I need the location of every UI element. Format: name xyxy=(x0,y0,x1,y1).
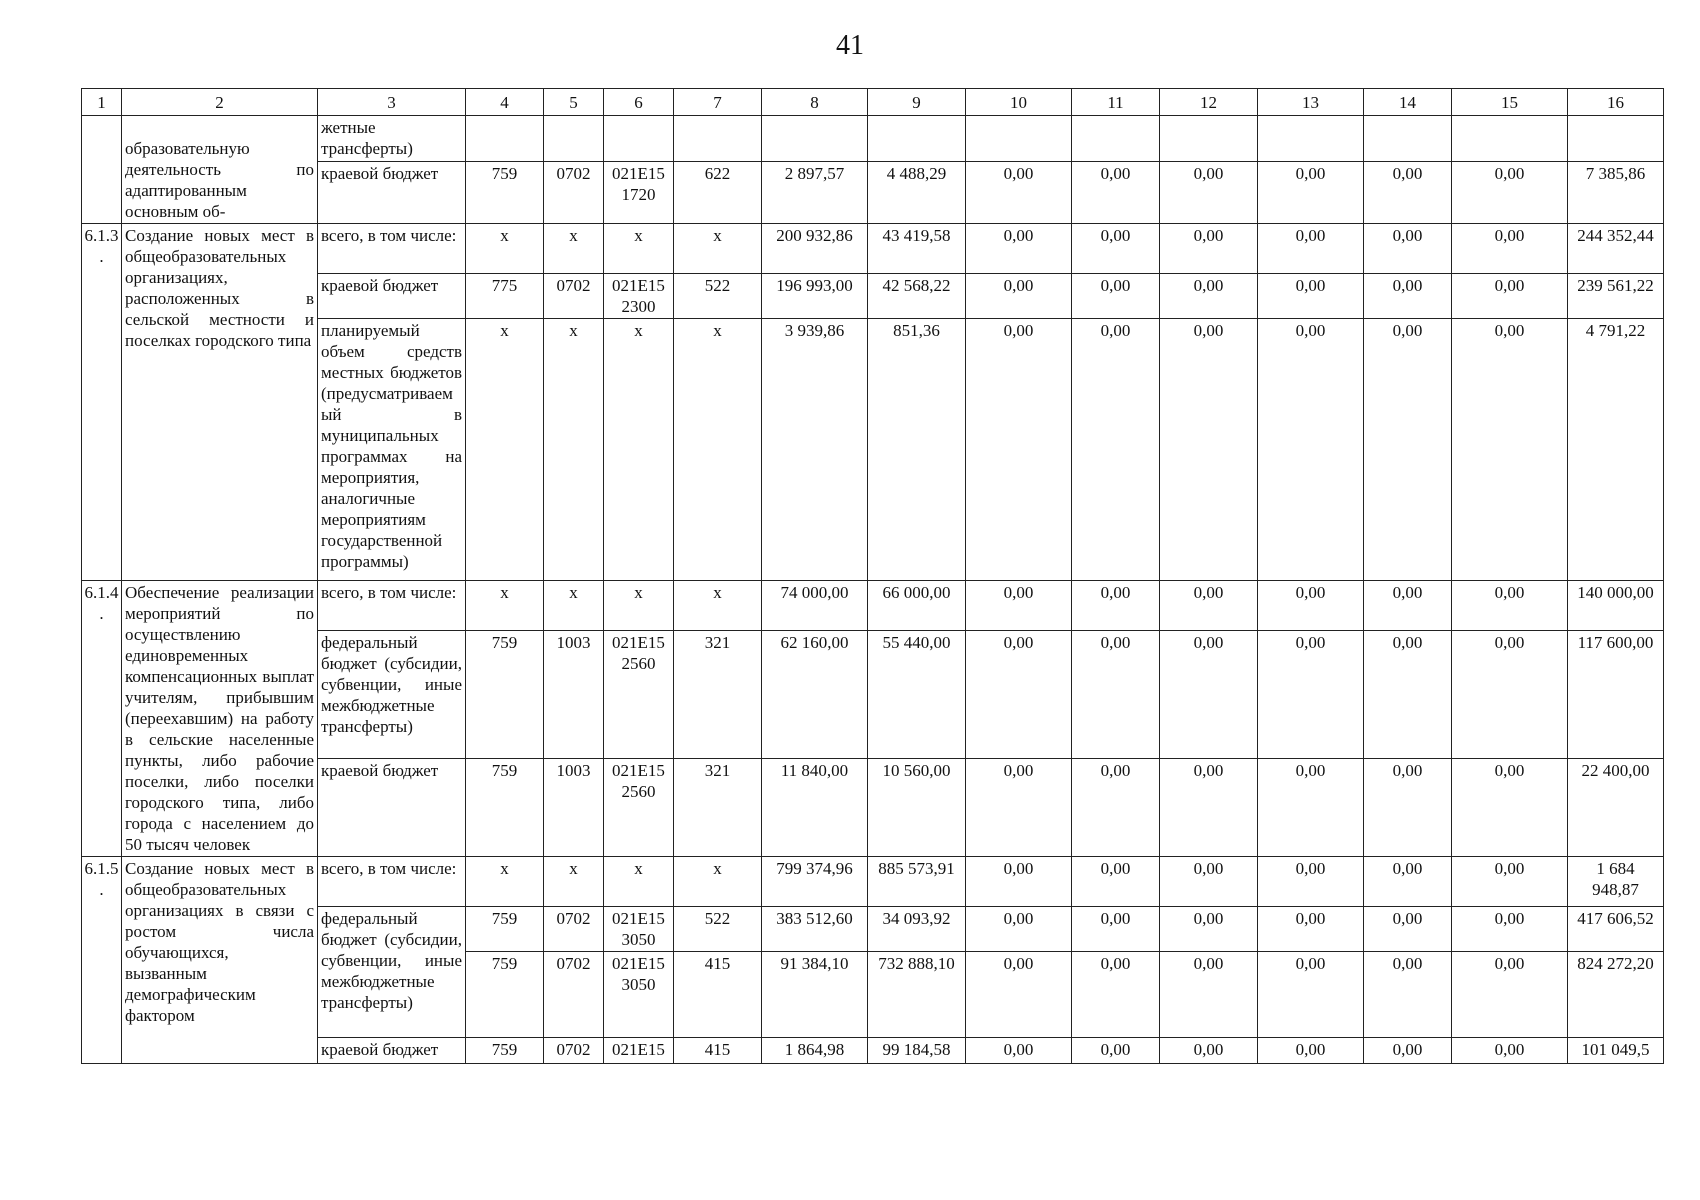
funding-source-cell: всего, в том числе: xyxy=(318,224,466,274)
value-cell: 0,00 xyxy=(966,319,1072,581)
table-row xyxy=(82,631,1664,759)
table-row xyxy=(82,162,1664,224)
value-cell: 383 512,60 xyxy=(762,907,868,952)
value-cell: 2 897,57 xyxy=(762,162,868,224)
value-cell xyxy=(466,116,544,162)
budget-table-wrapper xyxy=(81,88,1663,1064)
value-cell: 0,00 xyxy=(1072,274,1160,319)
value-cell xyxy=(868,116,966,162)
value-cell: x xyxy=(466,224,544,274)
value-cell xyxy=(674,116,762,162)
value-cell: 415 xyxy=(674,952,762,1038)
value-cell: 0,00 xyxy=(1160,581,1258,631)
value-cell: 0,00 xyxy=(1258,857,1364,907)
value-cell: 522 xyxy=(674,274,762,319)
value-cell: 0,00 xyxy=(1160,162,1258,224)
value-cell: 66 000,00 xyxy=(868,581,966,631)
value-cell: 0,00 xyxy=(1452,581,1568,631)
header-cell: 4 xyxy=(466,89,544,116)
value-cell: 42 568,22 xyxy=(868,274,966,319)
value-cell: 0,00 xyxy=(966,907,1072,952)
value-cell: 522 xyxy=(674,907,762,952)
value-cell: x xyxy=(674,319,762,581)
value-cell: 0,00 xyxy=(966,274,1072,319)
item-description-cell: Создание новых мест в общеобразовательных организациях, расположенных в сельской местности и поселках городского типа xyxy=(122,224,318,581)
value-cell: 0,00 xyxy=(1364,581,1452,631)
value-cell: 021E15 3050 xyxy=(604,907,674,952)
value-cell: 0,00 xyxy=(1160,1038,1258,1064)
value-cell: 0702 xyxy=(544,952,604,1038)
value-cell: 0,00 xyxy=(1364,1038,1452,1064)
value-cell: 415 xyxy=(674,1038,762,1064)
total-cell: 1 684 948,87 xyxy=(1568,857,1664,907)
value-cell: 321 xyxy=(674,759,762,857)
value-cell: 0,00 xyxy=(1364,759,1452,857)
header-cell: 9 xyxy=(868,89,966,116)
value-cell: 021E15 2300 xyxy=(604,274,674,319)
header-cell: 10 xyxy=(966,89,1072,116)
table-row xyxy=(82,759,1664,857)
value-cell: 0,00 xyxy=(1160,224,1258,274)
value-cell: 10 560,00 xyxy=(868,759,966,857)
value-cell: 0,00 xyxy=(1452,907,1568,952)
value-cell: 0,00 xyxy=(1364,274,1452,319)
value-cell: 196 993,00 xyxy=(762,274,868,319)
value-cell: 34 093,92 xyxy=(868,907,966,952)
value-cell: 021E15 1720 xyxy=(604,162,674,224)
value-cell: x xyxy=(674,581,762,631)
total-cell: 140 000,00 xyxy=(1568,581,1664,631)
value-cell: 4 488,29 xyxy=(868,162,966,224)
value-cell: 759 xyxy=(466,631,544,759)
value-cell xyxy=(544,116,604,162)
value-cell: 0,00 xyxy=(1364,952,1452,1038)
item-code-cell xyxy=(82,116,122,224)
page-number: 41 xyxy=(836,30,864,61)
value-cell: 0,00 xyxy=(966,162,1072,224)
value-cell: 0702 xyxy=(544,1038,604,1064)
value-cell: 0,00 xyxy=(1072,162,1160,224)
value-cell: x xyxy=(604,319,674,581)
value-cell: 0,00 xyxy=(1452,319,1568,581)
value-cell: 0,00 xyxy=(1258,162,1364,224)
value-cell: 0,00 xyxy=(1258,224,1364,274)
value-cell: 321 xyxy=(674,631,762,759)
funding-source-cell: краевой бюджет xyxy=(318,162,466,224)
funding-source-cell: федеральный бюджет (субсидии, субвенции, иные межбюджетные трансферты) xyxy=(318,907,466,1038)
value-cell: 021E15 3050 xyxy=(604,952,674,1038)
funding-source-cell: планируемый объем средств местных бюджетов (предусматриваемый в муниципальных программах на мероприятия, аналогичные мероприятиям государственной программы) xyxy=(318,319,466,581)
funding-source-cell: всего, в том числе: xyxy=(318,857,466,907)
value-cell: 91 384,10 xyxy=(762,952,868,1038)
value-cell xyxy=(1258,116,1364,162)
value-cell: 11 840,00 xyxy=(762,759,868,857)
value-cell: x xyxy=(466,581,544,631)
value-cell xyxy=(1072,116,1160,162)
value-cell: 0,00 xyxy=(1160,759,1258,857)
total-cell: 4 791,22 xyxy=(1568,319,1664,581)
item-description-cell: Обеспечение реализации мероприятий по осуществлению единовременных компенсационных выплат учителям, прибывшим (переехавшим) на работу в сельские населенные пункты, либо рабочие поселки, либо поселки городского типа, либо города с населением до 50 тысяч человек xyxy=(122,581,318,857)
value-cell: 0,00 xyxy=(1072,1038,1160,1064)
value-cell xyxy=(762,116,868,162)
funding-source-cell: краевой бюджет xyxy=(318,759,466,857)
value-cell: x xyxy=(544,581,604,631)
value-cell: 021E15 xyxy=(604,1038,674,1064)
budget-table xyxy=(81,88,1664,1064)
header-cell: 6 xyxy=(604,89,674,116)
value-cell xyxy=(966,116,1072,162)
item-code-cell: 6.1.5. xyxy=(82,857,122,1064)
value-cell: 0,00 xyxy=(1160,631,1258,759)
value-cell: 0,00 xyxy=(1258,631,1364,759)
header-cell: 16 xyxy=(1568,89,1664,116)
value-cell: 0,00 xyxy=(966,759,1072,857)
header-cell: 13 xyxy=(1258,89,1364,116)
value-cell: 0,00 xyxy=(1072,907,1160,952)
value-cell: x xyxy=(674,857,762,907)
value-cell: x xyxy=(544,224,604,274)
header-cell: 7 xyxy=(674,89,762,116)
value-cell: 0702 xyxy=(544,907,604,952)
item-code-cell: 6.1.4. xyxy=(82,581,122,857)
value-cell: 0,00 xyxy=(1364,631,1452,759)
value-cell: 0702 xyxy=(544,162,604,224)
value-cell: 0,00 xyxy=(966,1038,1072,1064)
value-cell: 1 864,98 xyxy=(762,1038,868,1064)
value-cell: 0,00 xyxy=(1160,319,1258,581)
value-cell: 0,00 xyxy=(1160,274,1258,319)
value-cell: 0702 xyxy=(544,274,604,319)
funding-source-cell: краевой бюджет xyxy=(318,1038,466,1064)
value-cell: 200 932,86 xyxy=(762,224,868,274)
value-cell: 0,00 xyxy=(966,952,1072,1038)
value-cell: x xyxy=(544,857,604,907)
value-cell: 55 440,00 xyxy=(868,631,966,759)
value-cell: 732 888,10 xyxy=(868,952,966,1038)
value-cell: 0,00 xyxy=(1258,759,1364,857)
table-row xyxy=(82,319,1664,581)
value-cell: 759 xyxy=(466,162,544,224)
value-cell xyxy=(604,116,674,162)
header-cell: 12 xyxy=(1160,89,1258,116)
value-cell: 0,00 xyxy=(1072,631,1160,759)
table-row xyxy=(82,116,1664,162)
value-cell: 622 xyxy=(674,162,762,224)
value-cell: 0,00 xyxy=(1160,907,1258,952)
header-cell: 15 xyxy=(1452,89,1568,116)
value-cell: x xyxy=(604,581,674,631)
value-cell: x xyxy=(466,319,544,581)
header-cell: 1 xyxy=(82,89,122,116)
value-cell: 0,00 xyxy=(1452,1038,1568,1064)
total-cell: 22 400,00 xyxy=(1568,759,1664,857)
value-cell: 0,00 xyxy=(1072,581,1160,631)
header-cell: 11 xyxy=(1072,89,1160,116)
value-cell: 0,00 xyxy=(1364,907,1452,952)
value-cell: 43 419,58 xyxy=(868,224,966,274)
table-row xyxy=(82,857,1664,907)
value-cell: 0,00 xyxy=(1452,162,1568,224)
item-description-cell xyxy=(122,116,318,224)
table-row xyxy=(82,1038,1664,1064)
value-cell: 0,00 xyxy=(1258,274,1364,319)
value-cell: 851,36 xyxy=(868,319,966,581)
value-cell: 0,00 xyxy=(1160,857,1258,907)
header-cell: 8 xyxy=(762,89,868,116)
value-cell: 885 573,91 xyxy=(868,857,966,907)
value-cell: 0,00 xyxy=(1258,952,1364,1038)
value-cell: x xyxy=(604,857,674,907)
value-cell: 0,00 xyxy=(1258,907,1364,952)
value-cell: 759 xyxy=(466,952,544,1038)
table-row xyxy=(82,907,1664,952)
funding-source-cell: жетные трансферты) xyxy=(318,116,466,162)
value-cell: 0,00 xyxy=(1258,319,1364,581)
total-cell: 7 385,86 xyxy=(1568,162,1664,224)
value-cell: 0,00 xyxy=(1072,224,1160,274)
value-cell: 0,00 xyxy=(1452,224,1568,274)
funding-source-cell: всего, в том числе: xyxy=(318,581,466,631)
value-cell: 99 184,58 xyxy=(868,1038,966,1064)
value-cell: 0,00 xyxy=(1072,857,1160,907)
value-cell: 0,00 xyxy=(1364,319,1452,581)
value-cell: 3 939,86 xyxy=(762,319,868,581)
value-cell: 0,00 xyxy=(966,857,1072,907)
total-cell: 117 600,00 xyxy=(1568,631,1664,759)
item-code-cell: 6.1.3. xyxy=(82,224,122,581)
value-cell: 759 xyxy=(466,759,544,857)
value-cell: 021E15 2560 xyxy=(604,759,674,857)
value-cell: 775 xyxy=(466,274,544,319)
value-cell xyxy=(1452,116,1568,162)
value-cell: 0,00 xyxy=(1364,857,1452,907)
value-cell: x xyxy=(604,224,674,274)
item-description: образовательную деятельность по адаптированным основным об- xyxy=(125,139,314,221)
header-cell: 3 xyxy=(318,89,466,116)
value-cell: x xyxy=(674,224,762,274)
value-cell xyxy=(1568,116,1664,162)
value-cell: 1003 xyxy=(544,759,604,857)
value-cell: 74 000,00 xyxy=(762,581,868,631)
value-cell: 0,00 xyxy=(1160,952,1258,1038)
table-row xyxy=(82,224,1664,274)
value-cell: x xyxy=(544,319,604,581)
value-cell: 0,00 xyxy=(1452,759,1568,857)
total-cell: 824 272,20 xyxy=(1568,952,1664,1038)
total-cell: 101 049,5 xyxy=(1568,1038,1664,1064)
value-cell: 0,00 xyxy=(966,631,1072,759)
funding-source-cell: федеральный бюджет (субсидии, субвенции, иные межбюджетные трансферты) xyxy=(318,631,466,759)
value-cell: 0,00 xyxy=(1452,631,1568,759)
value-cell: 0,00 xyxy=(966,581,1072,631)
value-cell: 0,00 xyxy=(1072,952,1160,1038)
table-row xyxy=(82,274,1664,319)
value-cell: 0,00 xyxy=(1364,224,1452,274)
header-cell: 2 xyxy=(122,89,318,116)
value-cell: 0,00 xyxy=(1364,162,1452,224)
header-cell: 14 xyxy=(1364,89,1452,116)
total-cell: 239 561,22 xyxy=(1568,274,1664,319)
value-cell: 0,00 xyxy=(1258,1038,1364,1064)
item-description-cell: Создание новых мест в общеобразовательных организациях в связи с ростом числа обучающихся, вызванным демографическим фактором xyxy=(122,857,318,1064)
header-row xyxy=(82,89,1664,116)
value-cell: 799 374,96 xyxy=(762,857,868,907)
value-cell: 759 xyxy=(466,907,544,952)
value-cell: x xyxy=(466,857,544,907)
value-cell: 0,00 xyxy=(966,224,1072,274)
value-cell: 0,00 xyxy=(1452,952,1568,1038)
value-cell: 0,00 xyxy=(1452,857,1568,907)
total-cell: 244 352,44 xyxy=(1568,224,1664,274)
value-cell: 759 xyxy=(466,1038,544,1064)
value-cell: 0,00 xyxy=(1072,759,1160,857)
value-cell: 021E15 2560 xyxy=(604,631,674,759)
value-cell: 1003 xyxy=(544,631,604,759)
table-row xyxy=(82,581,1664,631)
value-cell xyxy=(1160,116,1258,162)
value-cell xyxy=(1364,116,1452,162)
header-cell: 5 xyxy=(544,89,604,116)
value-cell: 0,00 xyxy=(1072,319,1160,581)
value-cell: 62 160,00 xyxy=(762,631,868,759)
value-cell: 0,00 xyxy=(1258,581,1364,631)
funding-source-cell: краевой бюджет xyxy=(318,274,466,319)
value-cell: 0,00 xyxy=(1452,274,1568,319)
total-cell: 417 606,52 xyxy=(1568,907,1664,952)
